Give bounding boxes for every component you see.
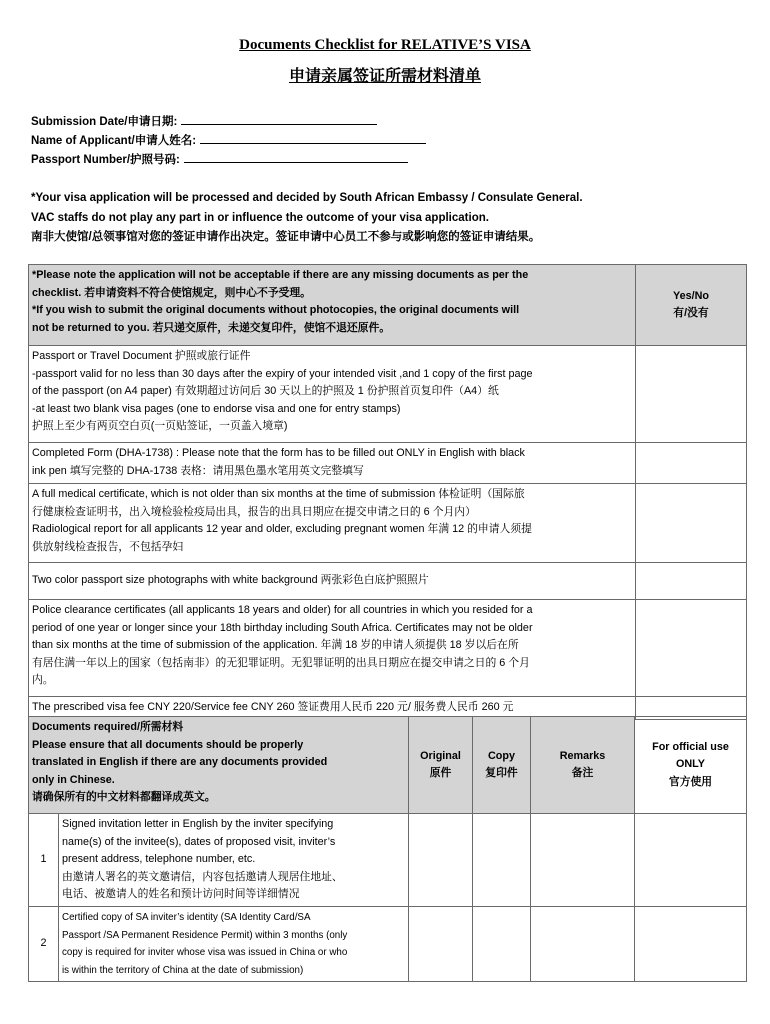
applicant-name-field[interactable] (31, 132, 426, 151)
processing-notice (31, 189, 751, 248)
yes-no-cell[interactable] (636, 563, 747, 600)
checklist-row (29, 600, 747, 697)
doc-line: copy is required for inviter whose visa was issued in China or who (62, 947, 348, 958)
general-checklist-table (28, 264, 747, 720)
copy-cell[interactable] (473, 814, 531, 907)
official-use-label: For official use (652, 740, 729, 753)
yes-no-cell[interactable] (636, 484, 747, 563)
doc-line: Certified copy of SA inviter’s identity (SA Identity Card/SA (62, 912, 311, 923)
copy-label-chinese: 复印件 (485, 767, 518, 779)
checklist-item-passport (29, 346, 636, 443)
docs-row (29, 907, 747, 982)
submission-date-blank[interactable] (181, 113, 377, 125)
original-label-chinese: 原件 (429, 767, 452, 779)
checklist-item-police-clearance (29, 600, 636, 697)
item-line: Two color passport size photographs with white background 两张彩色白底护照照片 (32, 574, 429, 587)
document-title-chinese: 申请亲属签证所需材料清单 (288, 66, 481, 85)
item-line: A full medical certificate, which is not older than six months at the time of submission 体检证明（国际旅 (32, 488, 525, 500)
docs-header-row (29, 717, 747, 814)
official-use-cell (635, 907, 747, 982)
passport-number-field[interactable] (31, 151, 408, 170)
header-line: Documents required/所需材料 (32, 721, 184, 733)
notice-line: 南非大使馆/总领事馆对您的签证申请作出决定。签证申请中心员工不参与或影响您的签证申请结果。 (31, 231, 541, 243)
copy-cell[interactable] (473, 907, 531, 982)
item-line: 供放射线检查报告，不包括孕妇 (32, 540, 184, 553)
docs-header (29, 717, 409, 814)
item-line: Passport or Travel Document 护照或旅行证件 (32, 350, 251, 362)
header-line: *Please note the application will not be acceptable if there are any missing documents as per the (32, 269, 529, 281)
official-use-cell (635, 814, 747, 907)
item-line: 护照上至少有两页空白页(一页贴签证，一页盖入境章) (32, 420, 288, 432)
remarks-cell[interactable] (531, 907, 635, 982)
submission-date-label: Submission Date/申请日期: (31, 116, 178, 128)
header-line: not be returned to you. 若只递交原件，未递交复印件，使馆不退还原件。 (32, 321, 391, 334)
applicant-name-label: Name of Applicant/申请人姓名: (31, 135, 197, 147)
copy-header (473, 717, 531, 814)
doc-line: Passport /SA Permanent Residence Permit) within 3 months (only (62, 929, 348, 941)
remarks-cell[interactable] (531, 814, 635, 907)
original-cell[interactable] (409, 814, 473, 907)
doc-line: Signed invitation letter in English by the inviter specifying (62, 818, 334, 830)
doc-line: present address, telephone number, etc. (62, 853, 256, 865)
item-line: -at least two blank visa pages (one to endorse visa and one for entry stamps) (32, 402, 401, 415)
item-line: Completed Form (DHA-1738) : Please note that the form has to be filled out ONLY in English with black (32, 447, 525, 459)
yes-no-cell[interactable] (636, 346, 747, 443)
header-line: checklist. 若申请资料不符合使馆规定，则中心不予受理。 (32, 286, 311, 299)
item-line: 行健康检查证明书，出入境检验检疫局出具，报告的出具日期应在提交申请之日的 6 个月内） (32, 505, 476, 518)
checklist-row (29, 443, 747, 484)
item-line: of the passport (on A4 paper) 有效期超过访问后 30 天以上的护照及 1 份护照首页复印件（A4）纸 (32, 385, 499, 397)
header-line: only in Chinese. (32, 773, 115, 786)
yes-no-cell[interactable] (636, 600, 747, 697)
item-line: than six months at the time of submission of the application. 年满 18 岁的申请人须提供 18 岁以后在所 (32, 639, 519, 651)
checklist-item-photos (29, 563, 636, 600)
item-line: The prescribed visa fee CNY 220/Service fee CNY 260 签证费用人民币 220 元/ 服务费人民币 260 元 (32, 701, 514, 713)
checklist-item-medical (29, 484, 636, 563)
document-title: Documents Checklist for RELATIVE’S VISA (239, 37, 531, 53)
official-use-header (635, 717, 747, 814)
notice-line: *Your visa application will be processed and decided by South African Embassy / Consulate General. (31, 192, 583, 204)
item-line: period of one year or longer since your 18th birthday including South Africa. Certificates may not be older (32, 621, 533, 634)
copy-label: Copy (488, 749, 515, 762)
header-line: *If you wish to submit the original documents without photocopies, the original documents will (32, 304, 520, 316)
doc-line: 由邀请人署名的英文邀请信，内容包括邀请人现居住地址、 (62, 870, 343, 883)
checklist-row (29, 563, 747, 600)
item-line: 有居住满一年以上的国家（包括南非）的无犯罪证明。无犯罪证明的出具日期应在提交申请之日的 6 个月 (32, 656, 530, 669)
checklist-item-form (29, 443, 636, 484)
official-use-label-chinese: 官方使用 (668, 775, 713, 788)
checklist-row (29, 346, 747, 443)
documents-required-table (28, 716, 747, 982)
item-line: 内。 (32, 674, 54, 686)
header-line: 请确保所有的中文材料都翻译成英文。 (32, 791, 216, 803)
remarks-label-chinese: 备注 (571, 767, 594, 779)
remarks-label: Remarks (559, 749, 606, 762)
doc-description-inviter-identity (59, 907, 409, 982)
submission-date-field[interactable] (31, 113, 377, 132)
yes-no-cell[interactable] (636, 443, 747, 484)
checklist-header (29, 265, 636, 346)
yes-no-label: Yes/No (672, 289, 709, 302)
applicant-name-blank[interactable] (200, 132, 426, 144)
header-line: Please ensure that all documents should be properly (32, 738, 304, 751)
official-use-only-label: ONLY (675, 758, 705, 771)
doc-line: is within the territory of China at the date of submission) (62, 964, 304, 976)
passport-number-blank[interactable] (184, 151, 408, 163)
original-label: Original (420, 749, 461, 762)
item-line: Police clearance certificates (all applicants 18 years and older) for all countries in which you resided for a (32, 604, 533, 616)
yes-no-label-chinese: 有/没有 (673, 307, 709, 319)
doc-line: name(s) of the invitee(s), dates of proposed visit, inviter’s (62, 835, 336, 848)
item-line: -passport valid for no less than 30 days after the expiry of your intended visit ,and 1 copy of the first page (32, 367, 533, 380)
yes-no-header (636, 265, 747, 346)
docs-row (29, 814, 747, 907)
header-line: translated in English if there are any documents provided (32, 756, 328, 768)
item-line: ink pen 填写完整的 DHA-1738 表格：请用黑色墨水笔用英文完整填写 (32, 464, 364, 477)
original-cell[interactable] (409, 907, 473, 982)
notice-line: VAC staffs do not play any part in or influence the outcome of your visa application. (31, 211, 489, 224)
doc-line: 电话、被邀请人的姓名和预计访问时间等详细情况 (62, 888, 300, 900)
row-number: 2 (29, 907, 59, 982)
doc-description-invitation-letter (59, 814, 409, 907)
row-number: 1 (29, 814, 59, 907)
passport-number-label: Passport Number/护照号码: (31, 154, 180, 166)
original-header (409, 717, 473, 814)
remarks-header (531, 717, 635, 814)
item-line: Radiological report for all applicants 12 year and older, excluding pregnant women 年满 12 的申请人须提 (32, 523, 532, 535)
checklist-header-row (29, 265, 747, 346)
checklist-row (29, 484, 747, 563)
